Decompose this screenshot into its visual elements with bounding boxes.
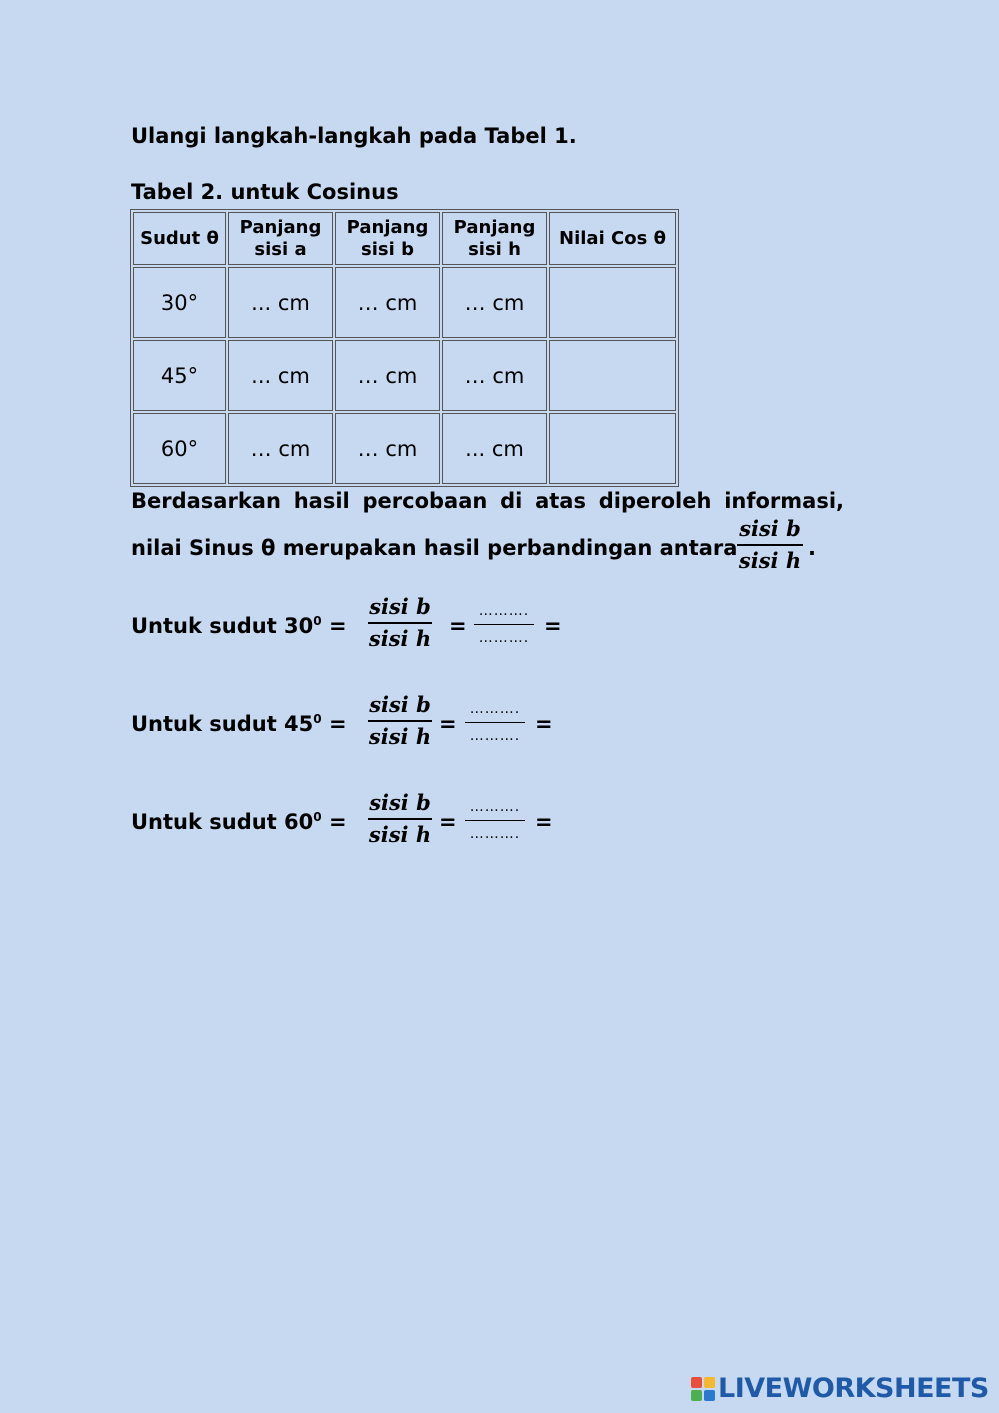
paragraph-period: . <box>808 536 816 560</box>
cell-sisi-h: ... cm <box>442 413 547 484</box>
header-sisi-b: Panjang sisi b <box>335 212 440 265</box>
equation-60-label: Untuk sudut $60^0$ = <box>131 810 347 834</box>
cell-cos-answer[interactable] <box>549 340 676 411</box>
equation-60-blank-fraction[interactable]: ………. ………. <box>465 796 525 845</box>
fraction-bar <box>737 544 803 546</box>
cell-sisi-b: … cm <box>335 340 440 411</box>
cell-sisi-b: … cm <box>335 267 440 338</box>
table-row <box>133 413 676 484</box>
equation-60-ratio: sisi b sisi h <box>368 790 432 847</box>
cell-angle: 45° <box>133 340 226 411</box>
cosine-table <box>130 209 679 487</box>
fraction-numerator: sisi b <box>739 516 801 541</box>
equation-45-label: Untuk sudut $45^0$ = <box>131 712 347 736</box>
cell-sisi-h: … cm <box>442 267 547 338</box>
fraction-denominator: sisi h <box>738 548 802 573</box>
paragraph-line-1: Berdasarkan hasil percobaan di atas diperoleh informasi, <box>131 489 844 513</box>
cell-sisi-a: … cm <box>228 413 333 484</box>
liveworksheets-logo-icon <box>691 1377 715 1401</box>
cell-cos-answer[interactable] <box>549 267 676 338</box>
header-nilai-cos: Nilai Cos θ <box>549 212 676 265</box>
equation-30-blank-fraction[interactable]: ………. ………. <box>474 600 534 649</box>
cell-sisi-b: … cm <box>335 413 440 484</box>
cell-sisi-h: … cm <box>442 340 547 411</box>
equation-45-result-equals: = <box>535 712 553 736</box>
equation-30-result-equals: = <box>544 614 562 638</box>
ratio-fraction <box>737 516 803 574</box>
cell-angle: 30° <box>133 267 226 338</box>
cell-cos-answer[interactable] <box>549 413 676 484</box>
equation-30-equals: = <box>449 614 467 638</box>
instruction-text: Ulangi langkah-langkah pada Tabel 1. <box>131 124 577 148</box>
equation-45-ratio: sisi b sisi h <box>368 692 432 749</box>
cell-sisi-a: ... cm <box>228 340 333 411</box>
equation-45-equals: = <box>439 712 457 736</box>
cell-angle: 60° <box>133 413 226 484</box>
table-row <box>133 340 676 411</box>
equation-60-result-equals: = <box>535 810 553 834</box>
table-row <box>133 267 676 338</box>
table-header-row <box>133 212 676 265</box>
header-sudut: Sudut θ <box>133 212 226 265</box>
cell-sisi-a: ... cm <box>228 267 333 338</box>
equation-45-blank-fraction[interactable]: ………. ………. <box>465 698 525 747</box>
paragraph-line-2: nilai Sinus θ merupakan hasil perbandingan antara <box>131 536 738 560</box>
equation-30-label: Untuk sudut $30^0$ = <box>131 614 347 638</box>
table-caption: Tabel 2. untuk Cosinus <box>131 180 399 204</box>
header-sisi-h: Panjang sisi h <box>442 212 547 265</box>
header-sisi-a: Panjang sisi a <box>228 212 333 265</box>
equation-30-ratio: sisi b sisi h <box>368 594 432 651</box>
brand-name: LIVEWORKSHEETS <box>718 1373 989 1404</box>
equation-60-equals: = <box>439 810 457 834</box>
liveworksheets-logo[interactable] <box>691 1373 989 1404</box>
